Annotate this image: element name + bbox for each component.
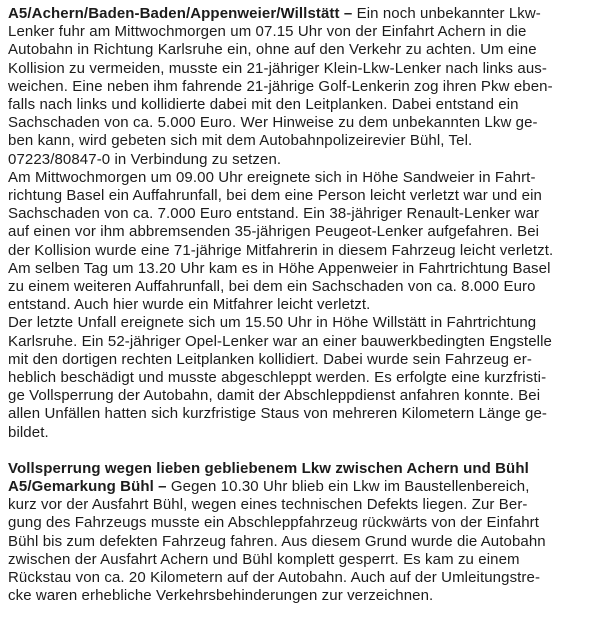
report-section-vollsperrung	[8, 460, 600, 606]
line-text: Karlsruhe. Ein 52-jähriger Opel-Lenker war an einer bauwerkbedingten Engstelle	[8, 332, 552, 350]
line-text: 07223/80847-0 in Verbindung zu setzen.	[8, 150, 282, 168]
text-line	[8, 96, 600, 114]
line-text: Der letzte Unfall ereignete sich um 15.50 Uhr in Höhe Willstätt in Fahrtrichtung	[8, 314, 537, 332]
text-line	[8, 114, 600, 132]
text-line	[8, 587, 600, 605]
text-line	[8, 78, 600, 96]
line-text: zu einem weiteren Auffahrunfall, bei dem ein Sachschaden von ca. 8.000 Euro	[8, 278, 536, 296]
text-line	[8, 23, 600, 41]
line-text: Lenker fuhr am Mittwochmorgen um 07.15 Uhr von der Einfahrt Achern in die	[8, 23, 527, 41]
text-line	[8, 387, 600, 405]
text-line	[8, 314, 600, 332]
line-text: bildet.	[8, 423, 49, 441]
bold-lead-in: A5/Gemarkung Bühl –	[8, 478, 167, 496]
line-text: der Kollision wurde eine 71-jährige Mitfahrerin in diesem Fahrzeug leicht verletzt.	[8, 241, 554, 259]
line-text: ge Vollsperrung der Autobahn, damit der Abschleppdienst anfahren konnte. Bei	[8, 387, 541, 405]
text-line	[8, 424, 600, 442]
text-line	[8, 278, 600, 296]
line-text: Gegen 10.30 Uhr blieb ein Lkw im Baustellenbereich,	[166, 478, 530, 496]
line-text: auf einen vor ihm abbremsenden 35-jährigen Peugeot-Lenker aufgefahren. Bei	[8, 223, 540, 241]
text-line	[8, 60, 600, 78]
line-text: allen Unfällen hatten sich kurzfristige Staus von mehreren Kilometern Länge ge-	[8, 405, 548, 423]
line-text: Kollision zu vermeiden, musste ein 21-jähriger Klein-Lkw-Lenker nach links aus-	[8, 59, 547, 77]
line-text: Sachschaden von ca. 7.000 Euro entstand. Ein 38-jähriger Renault-Lenker war	[8, 205, 540, 223]
text-line	[8, 151, 600, 169]
text-line	[8, 5, 600, 23]
line-text: gung des Fahrzeugs musste ein Abschleppfahrzeug rückwärts von der Einfahrt	[8, 514, 540, 532]
line-text: Sachschaden von ca. 5.000 Euro. Wer Hinweise zu dem unbekannten Lkw ge-	[8, 114, 538, 132]
line-text: falls nach links und kollidierte dabei mit den Leitplanken. Dabei entstand ein	[8, 96, 519, 114]
line-text: richtung Basel ein Auffahrunfall, bei dem eine Person leicht verletzt war und ein	[8, 187, 542, 205]
line-text: entstand. Auch hier wurde ein Mitfahrer leicht verletzt.	[8, 296, 371, 314]
line-text: weichen. Eine neben ihm fahrende 21-jährige Golf-Lenkerin zog ihren Pkw eben-	[8, 77, 553, 95]
text-line	[8, 205, 600, 223]
text-line	[8, 132, 600, 150]
text-line	[8, 242, 600, 260]
line-text: Rückstau von ca. 20 Kilometern auf der Autobahn. Auch auf der Umleitungstre-	[8, 569, 541, 587]
line-text: Ein noch unbekannter Lkw-	[352, 5, 541, 22]
text-line	[8, 496, 600, 514]
line-text: mit den dortigen rechten Leitplanken kollidiert. Dabei wurde sein Fahrzeug er-	[8, 350, 532, 368]
bold-lead-in: Vollsperrung wegen lieben gebliebenem Lkw zwischen Achern und Bühl	[8, 459, 529, 477]
text-line	[8, 169, 600, 187]
text-line	[8, 405, 600, 423]
text-line	[8, 351, 600, 369]
bold-lead-in: A5/Achern/Baden-Baden/Appenweier/Willstätt –	[8, 5, 353, 22]
report-section-a5-unfallbericht	[8, 5, 600, 442]
text-line	[8, 551, 600, 569]
text-line	[8, 533, 600, 551]
line-text: zwischen der Ausfahrt Achern und Bühl komplett gesperrt. Es kam zu einem	[8, 550, 520, 568]
line-text: heblich beschädigt und musste abgeschleppt werden. Es erfolgte eine kurzfristi-	[8, 369, 547, 387]
text-line	[8, 569, 600, 587]
text-line	[8, 369, 600, 387]
section-gap	[8, 442, 600, 460]
text-line	[8, 333, 600, 351]
text-line	[8, 460, 600, 478]
text-line	[8, 187, 600, 205]
text-line	[8, 260, 600, 278]
text-line	[8, 223, 600, 241]
text-line	[8, 514, 600, 532]
line-text: kurz vor der Ausfahrt Bühl, wegen eines technischen Defekts liegen. Zur Ber-	[8, 496, 528, 514]
line-text: Am selben Tag um 13.20 Uhr kam es in Höhe Appenweier in Fahrtrichtung Basel	[8, 259, 551, 277]
line-text: Autobahn in Richtung Karlsruhe ein, ohne auf den Verkehr zu achten. Um eine	[8, 41, 537, 59]
text-line	[8, 41, 600, 59]
text-line	[8, 296, 600, 314]
line-text: Am Mittwochmorgen um 09.00 Uhr ereignete sich in Höhe Sandweier in Fahrt-	[8, 168, 536, 186]
line-text: ben kann, wird gebeten sich mit dem Autobahnpolizeirevier Bühl, Tel.	[8, 132, 473, 150]
line-text: Bühl bis zum defekten Fahrzeug fahren. Aus diesem Grund wurde die Autobahn	[8, 532, 546, 550]
text-line	[8, 478, 600, 496]
line-text: cke waren erhebliche Verkehrsbehinderungen zur verzeichnen.	[8, 587, 434, 605]
